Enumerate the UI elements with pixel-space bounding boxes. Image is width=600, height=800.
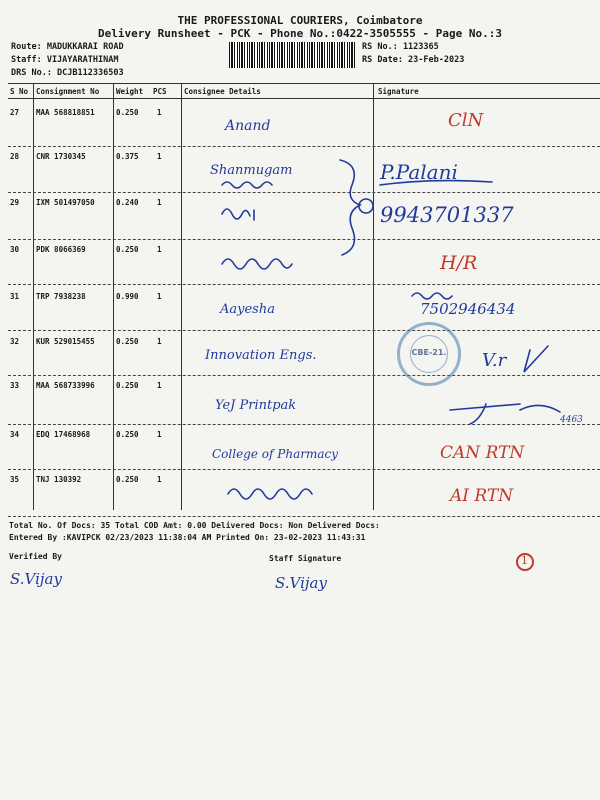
runsheet-subtitle: Delivery Runsheet - PCK - Phone No.:0422-3505555 - Page No.:3	[98, 27, 502, 40]
row-sno: 30	[10, 245, 20, 254]
row-pcs: 1	[157, 108, 162, 117]
consignee-scribble	[222, 182, 272, 188]
row-sno: 28	[10, 152, 20, 161]
row-weight: 0.250	[116, 245, 139, 254]
row-weight: 0.250	[116, 337, 139, 346]
consignee-scribble	[222, 259, 292, 269]
row-consignment: TNJ 130392	[36, 475, 82, 484]
entered-by-line: Entered By :KAVIPCK 02/23/2023 11:38:04 AM Printed On: 23-02-2023 11:43:31	[9, 533, 366, 542]
row-consignee-handwriting: Innovation Engs.	[205, 348, 317, 363]
row-consignment: CNR 1730345	[36, 152, 86, 161]
brace-stroke	[340, 160, 360, 255]
rs-number: RS No.: 1123365	[362, 42, 439, 52]
row-consignee-handwriting: YeJ Printpak	[215, 398, 297, 413]
row-signature: ClN	[448, 110, 484, 131]
row-weight: 0.250	[116, 381, 139, 390]
row-consignee-handwriting: Aayesha	[220, 302, 275, 317]
circled-note-text: 1	[521, 554, 528, 567]
row-pcs: 1	[157, 381, 162, 390]
table-bottom-rule	[8, 516, 600, 517]
verified-signature: S.Vijay	[10, 570, 62, 588]
signature-stroke	[450, 404, 560, 424]
row-consignment: MAA 568733996	[36, 381, 95, 390]
row-pcs: 1	[157, 245, 162, 254]
staff-signature: S.Vijay	[275, 574, 327, 592]
row-consignment: MAA 568818851	[36, 108, 95, 117]
row-consignment: TRP 7938238	[36, 292, 86, 301]
col-header-sno: S No	[10, 87, 29, 96]
row-weight: 0.990	[116, 292, 139, 301]
row-weight: 0.240	[116, 198, 139, 207]
row-consignment: IXM 501497050	[36, 198, 95, 207]
row-signature: AI RTN	[450, 486, 514, 506]
staff-signature-label: Staff Signature	[269, 554, 342, 563]
row-pcs: 1	[157, 198, 162, 207]
row-sno: 34	[10, 430, 20, 439]
verified-by-label: Verified By	[9, 552, 62, 561]
row-sno: 27	[10, 108, 20, 117]
row-signature: 4463	[560, 415, 583, 425]
signature-scribble	[412, 293, 452, 299]
row-weight: 0.375	[116, 152, 139, 161]
signature-stroke	[380, 181, 492, 185]
stamp-text: CBE-21.	[411, 348, 447, 357]
route-label: Route: MADUKKARAI ROAD	[11, 42, 124, 52]
staff-label: Staff: VIJAYARATHINAM	[11, 55, 119, 65]
rs-date: RS Date: 23-Feb-2023	[362, 55, 465, 65]
row-consignment: KUR 529015455	[36, 337, 95, 346]
row-sno: 32	[10, 337, 20, 346]
row-pcs: 1	[157, 337, 162, 346]
row-pcs: 1	[157, 475, 162, 484]
col-header-weight: Weight	[116, 87, 144, 96]
row-pcs: 1	[157, 292, 162, 301]
consignee-scribble	[222, 209, 254, 220]
row-signature: CAN RTN	[440, 443, 525, 463]
row-consignment: EDQ 17468968	[36, 430, 91, 439]
company-title: THE PROFESSIONAL COURIERS, Coimbatore	[177, 14, 423, 27]
row-pcs: 1	[157, 430, 162, 439]
row-consignment: PDK 8066369	[36, 245, 86, 254]
row-signature: 7502946434	[420, 300, 516, 318]
row-signature: V.r	[482, 350, 507, 371]
row-weight: 0.250	[116, 108, 139, 117]
col-header-signature: Signature	[378, 87, 419, 96]
row-weight: 0.250	[116, 430, 139, 439]
row-consignee-handwriting: Shanmugam	[210, 163, 293, 178]
row-consignee-handwriting: Anand	[225, 118, 271, 134]
consignee-scribble	[228, 489, 312, 499]
row-pcs: 1	[157, 152, 162, 161]
row-sno: 35	[10, 475, 20, 484]
drs-label: DRS No.: DCJB112336503	[11, 68, 124, 78]
row-sno: 31	[10, 292, 20, 301]
circled-number-stroke	[359, 199, 373, 213]
row-sno: 33	[10, 381, 20, 390]
signature-stroke	[524, 346, 548, 372]
row-signature: 9943701337	[380, 203, 514, 227]
col-header-pcs: PCS	[153, 87, 167, 96]
row-signature: H/R	[440, 252, 478, 274]
row-weight: 0.250	[116, 475, 139, 484]
totals-line: Total No. Of Docs: 35 Total COD Amt: 0.00 Delivered Docs: Non Delivered Docs:	[9, 521, 380, 530]
col-header-consignee: Consignee Details	[184, 87, 261, 96]
row-consignee-handwriting: College of Pharmacy	[212, 447, 338, 461]
row-signature: P.Palani	[380, 160, 458, 184]
row-sno: 29	[10, 198, 20, 207]
col-header-consignment: Consignment No	[36, 87, 100, 96]
